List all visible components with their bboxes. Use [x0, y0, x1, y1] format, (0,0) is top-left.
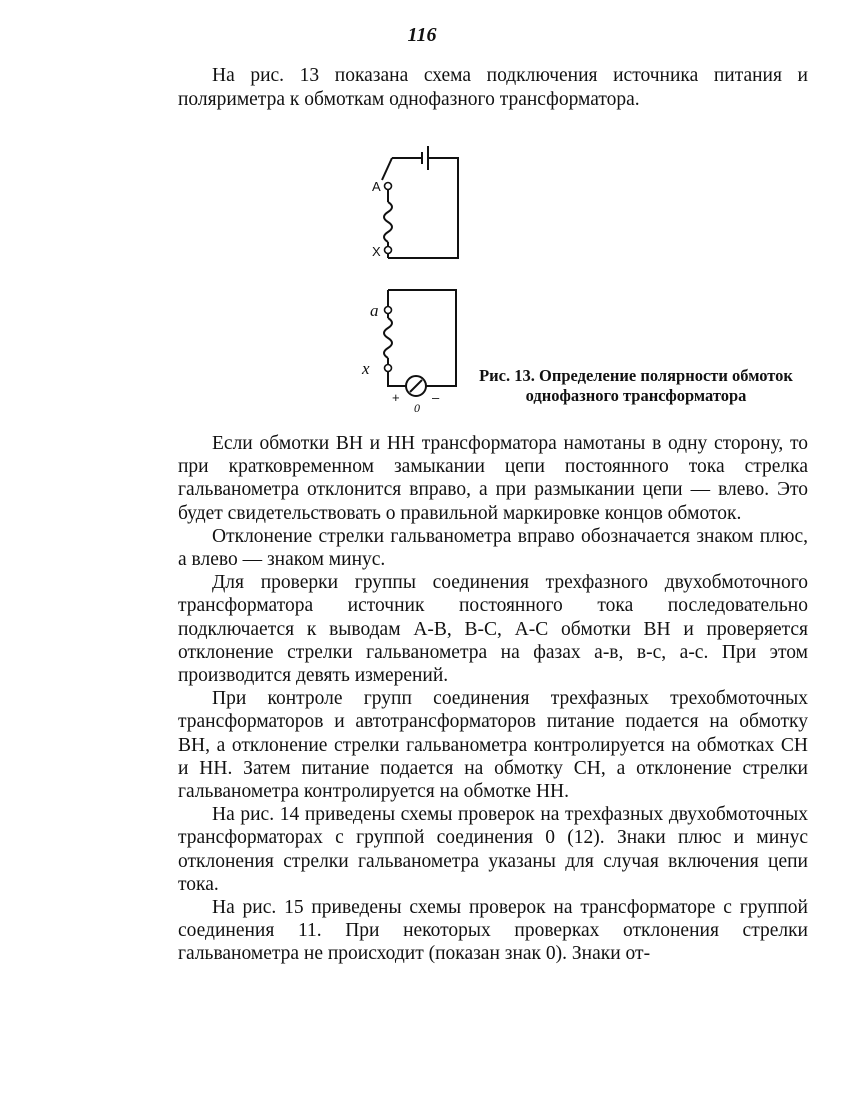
intro-paragraph — [178, 64, 808, 112]
terminal-A-icon — [385, 183, 392, 190]
paragraph-1: Если обмотки ВН и НН трансформатора намотаны в одну сторону, то при кратковременном замыкании цепи постоянного тока стрелка гальванометра отклонится вправо, а при размыкании цепи — влево. Это будет свидетельствовать о правильной маркировке концов обмоток. — [178, 433, 808, 524]
body-text — [178, 432, 808, 966]
label-zero: 0 — [414, 401, 420, 415]
paragraph-6: На рис. 15 приведены схемы проверок на трансформаторе с группой соединения 11. При некоторых проверках отклонения стрелки гальванометра не происходит (показан знак 0). Знаки от- — [178, 897, 808, 965]
label-plus: + — [392, 390, 400, 405]
label-x: x — [362, 359, 370, 378]
figure-13-diagram — [340, 140, 470, 430]
circuit-diagram — [340, 140, 470, 430]
paragraph-3: Для проверки группы соединения трехфазного двухобмоточного трансформатора источник постоянного тока последовательно подключается к выводам А-В, В-С, А-С обмотки ВН и проверяется отклонение стрелки гальванометра на фазах а-в, в-с, а-с. При этом производится девять измерений. — [178, 572, 808, 687]
hv-winding-coil — [384, 202, 392, 242]
terminal-a-icon — [385, 307, 392, 314]
figure-caption: Рис. 13. Определение полярности обмоток однофазного трансформатора — [479, 366, 793, 405]
intro-text: На рис. 13 показана схема подключения источника питания и поляриметра к обмоткам однофазного трансформатора. — [178, 65, 808, 110]
terminal-x-icon — [385, 365, 392, 372]
terminal-X-icon — [385, 247, 392, 254]
paragraph-4: При контроле групп соединения трехфазных трехобмоточных трансформаторов и автотрансформаторов питание подается на обмотку ВН, а отклонение стрелки гальванометра контролируется на обмотках СН и НН. Затем питание подается на обмотку СН, а отклонение стрелки гальванометра контролируется на обмотке НН. — [178, 688, 808, 803]
paragraph-5: На рис. 14 приведены схемы проверок на трехфазных двухобмоточных трансформаторах с группой соединения 0 (12). Знаки плюс и минус отклонения стрелки гальванометра указаны для случая включения цепи тока. — [178, 804, 808, 895]
label-a: a — [370, 301, 379, 320]
battery-icon — [422, 146, 428, 170]
switch-blade — [382, 158, 392, 180]
label-A: A — [372, 179, 381, 194]
galvanometer-needle-icon — [410, 380, 422, 392]
wire-lv-top — [388, 290, 456, 386]
wire-lv-bottom — [388, 358, 406, 386]
page-number: 116 — [407, 24, 437, 46]
lv-winding-coil — [384, 318, 392, 358]
paragraph-2: Отклонение стрелки гальванометра вправо обозначается знаком плюс, а влево — знаком минус. — [178, 525, 808, 571]
wire-hv-return — [388, 158, 458, 258]
label-minus: – — [432, 390, 440, 405]
label-X: X — [372, 244, 381, 259]
